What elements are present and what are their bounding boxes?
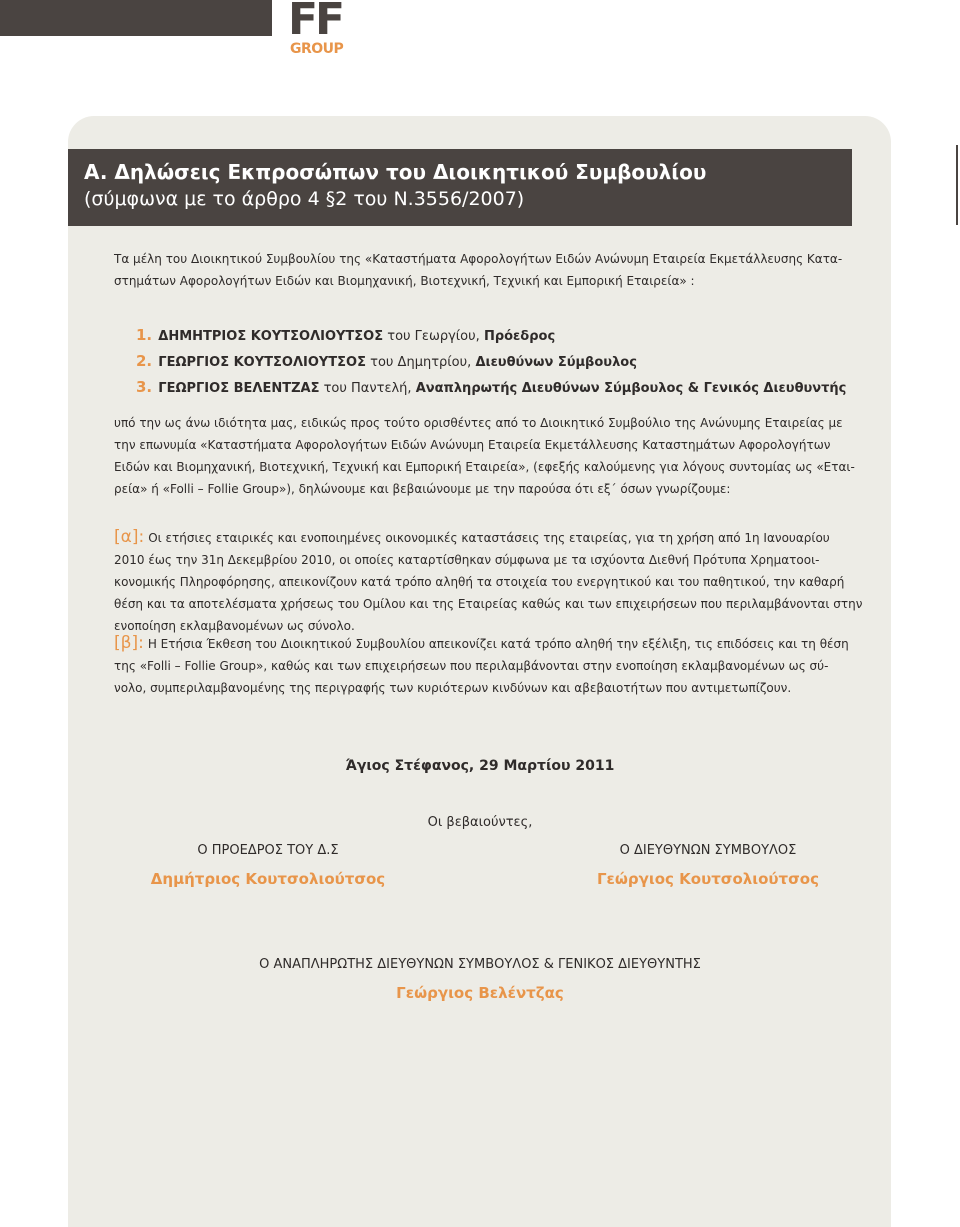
capacity-line: υπό την ως άνω ιδιότητα μας, ειδικώς προς τούτο ορισθέντες από το Διοικητικό Συμβούλιο της Ανώνυμης Εταιρείας με — [114, 416, 843, 430]
member-item — [136, 348, 856, 374]
member-name: ΓΕΩΡΓΙΟΣ ΚΟΥΤΣΟΛΙΟΥΤΣΟΣ — [158, 355, 366, 370]
signature-title-ceo: Ο ΔΙΕΥΘΥΝΩΝ ΣΥΜΒΟΥΛΟΣ — [619, 843, 797, 858]
section-banner — [68, 149, 852, 226]
member-patronymic: του Γεωργίου, — [387, 329, 480, 344]
signature-title-deputy: Ο ΑΝΑΠΛΗΡΩΤΗΣ ΔΙΕΥΘΥΝΩΝ ΣΥΜΒΟΥΛΟΣ & ΓΕΝΙΚΟΣ ΔΙΕΥΘΥΝΤΗΣ — [259, 957, 701, 972]
capacity-line: την επωνυμία «Καταστήματα Αφορολογήτων Ειδών Ανώνυμη Εταιρεία Εκμετάλλευσης Καταστημάτων Αφορολογήτων — [114, 438, 831, 452]
member-item — [136, 374, 856, 400]
member-item — [136, 322, 856, 348]
section-a-line: 2010 έως την 31η Δεκεμβρίου 2010, οι οποίες καταρτίσθηκαν σύμφωνα με τα ισχύοντα Διεθνή Πρότυπα Χρηματοοι- — [114, 553, 820, 567]
member-role: Πρόεδρος — [483, 329, 556, 344]
capacity-line: Ειδών και Βιομηχανική, Βιοτεχνική, Τεχνική και Εμπορική Εταιρεία», (εφεξής καλούμενης για λόγους συντομίας ως «Εται- — [114, 460, 855, 474]
member-number: 1. — [136, 326, 153, 344]
top-bar — [0, 0, 272, 36]
section-b — [114, 632, 849, 699]
section-b-line: Η Ετήσια Έκθεση του Διοικητικού Συμβουλίου απεικονίζει κατά τρόπο αληθή την εξέλιξη, τις επιδόσεις και τη θέση — [147, 637, 849, 651]
section-a-line: κονομικής Πληροφόρησης, απεικονίζουν κατά τρόπο αληθή τα στοιχεία του ενεργητικού και του παθητικού, την καθαρή — [114, 575, 845, 589]
confirm-label: Οι βεβαιούντες, — [427, 815, 533, 830]
member-role: Διευθύνων Σύμβουλος — [475, 355, 637, 370]
intro-line-1: Τα μέλη του Διοικητικού Συμβουλίου της «Καταστήματα Αφορολογήτων Ειδών Ανώνυμη Εταιρεία Εκμετάλλευσης Κατα- — [114, 252, 843, 266]
section-b-marker: [β]: — [114, 633, 144, 653]
signature-name-ceo: Γεώργιος Κουτσολιούτσος — [596, 870, 819, 888]
section-a-line: ενοποίηση εκλαμβανομένων ως σύνολο. — [114, 619, 355, 633]
section-a-line: Οι ετήσιες εταιρικές και ενοποιημένες οικονομικές καταστάσεις της εταιρείας, για τη χρήση από 1η Ιανουαρίου — [148, 531, 830, 545]
capacity-paragraph — [114, 412, 855, 500]
member-role: Αναπληρωτής Διευθύνων Σύμβουλος & Γενικός Διευθυντής — [415, 381, 847, 396]
member-patronymic: του Δημητρίου, — [370, 355, 472, 370]
section-b-line: νολο, συμπεριλαμβανομένης της περιγραφής των κυριότερων κινδύνων και αβεβαιοτήτων που αντιμετωπίζουν. — [114, 681, 792, 695]
place-date: Άγιος Στέφανος, 29 Μαρτίου 2011 — [345, 758, 615, 774]
signature-name-deputy: Γεώργιος Βελέντζας — [396, 984, 564, 1002]
section-b-line: της «Folli – Follie Group», καθώς και των επιχειρήσεων που περιλαμβάνονται στην ενοποίηση εκλαμβανομένων ως σύ- — [114, 659, 829, 673]
member-number: 3. — [136, 378, 153, 396]
logo-group: GROUP — [290, 41, 344, 57]
page-title: A. Δηλώσεις Εκπροσώπων του Διοικητικού Συμβουλίου — [84, 160, 707, 184]
member-name: ΓΕΩΡΓΙΟΣ ΒΕΛΕΝΤΖΑΣ — [158, 381, 320, 396]
page-subtitle: (σύμφωνα με το άρθρο 4 §2 του Ν.3556/2007) — [84, 188, 525, 210]
edge-mark — [956, 145, 958, 225]
capacity-line: ρεία» ή «Folli – Follie Group»), δηλώνουμε και βεβαιώνουμε με την παρούσα ότι εξ΄ όσων γνωρίζουμε: — [114, 482, 731, 496]
signature-name-chairman: Δημήτριος Κουτσολιούτσος — [150, 870, 386, 888]
section-a-marker: [α]: — [114, 527, 145, 547]
logo-letters: FF — [288, 0, 343, 45]
section-a — [114, 526, 863, 637]
ff-group-logo — [288, 0, 352, 62]
member-number: 2. — [136, 352, 153, 370]
member-name: ΔΗΜΗΤΡΙΟΣ ΚΟΥΤΣΟΛΙΟΥΤΣΟΣ — [158, 329, 384, 344]
intro-line-2: στημάτων Αφορολογήτων Ειδών και Βιομηχανική, Βιοτεχνική, Τεχνική και Εμπορική Εταιρεία» : — [114, 274, 695, 288]
member-patronymic: του Παντελή, — [323, 381, 412, 396]
signature-title-chairman: Ο ΠΡΟΕΔΡΟΣ ΤΟΥ Δ.Σ — [197, 843, 339, 858]
board-members-list — [136, 322, 856, 400]
section-a-line: θέση και τα αποτελέσματα χρήσεως του Ομίλου και της Εταιρείας καθώς και των επιχειρήσεων που περιλαμβάνονται στην — [114, 597, 863, 611]
